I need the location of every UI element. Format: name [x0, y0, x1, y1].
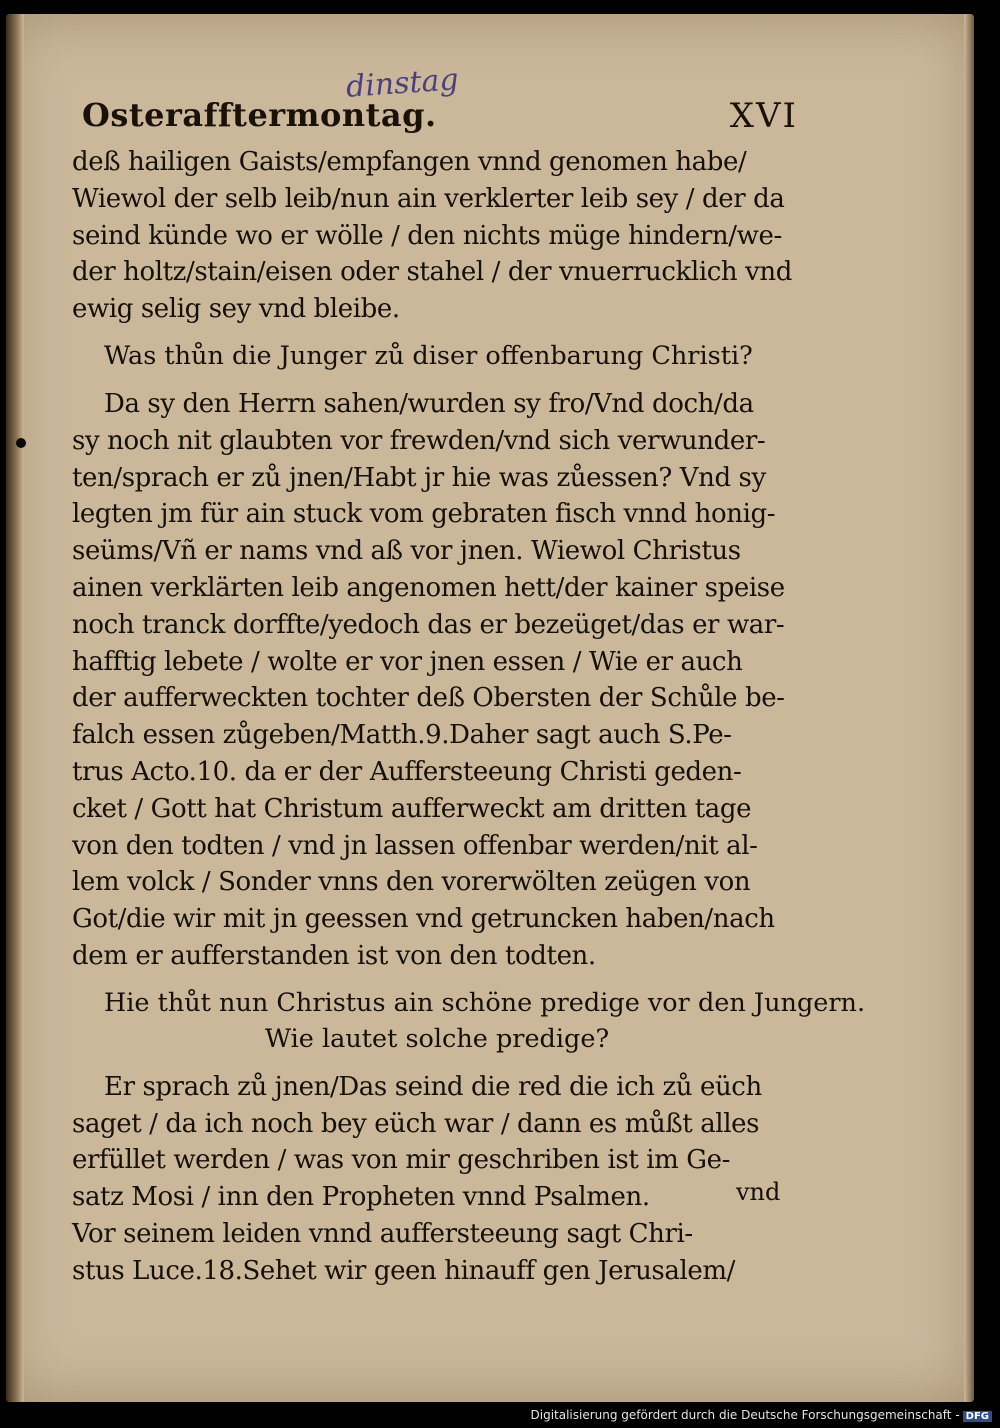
- text-line: ten/sprach er zů jnen/Habt jr hie was zůessen? Vnd sy: [72, 462, 766, 493]
- text-line: legten jm für ain stuck vom gebraten fisch vnnd honig-: [72, 499, 776, 530]
- text-line: ewig selig sey vnd bleibe.: [72, 294, 400, 325]
- text-line: satz Mosi / inn den Propheten vnnd Psalmen.: [72, 1182, 650, 1213]
- text-line: seüms/Vñ er nams vnd aß vor jnen. Wiewol Christus: [72, 536, 741, 567]
- running-head: Osterafftermontag.: [82, 96, 437, 134]
- section-heading-line: Wie lautet solche predige?: [264, 1023, 610, 1054]
- footer-text: Digitalisierung gefördert durch die Deutsche Forschungsgemeinschaft -: [530, 1408, 960, 1422]
- page-gutter: [6, 14, 24, 1402]
- text-line: deß hailigen Gaists/empfangen vnnd genomen habe/: [72, 147, 747, 177]
- ink-blot: [16, 438, 26, 448]
- text-line: ainen verklärten leib angenomen hett/der kainer speise: [72, 572, 785, 603]
- page-header: [82, 96, 798, 146]
- dfg-logo: DFG: [963, 1411, 992, 1422]
- text-line: Wiewol der selb leib/nun ain verklerter leib sey / der da: [72, 183, 785, 214]
- section-heading-line: Was thůn die Junger zů diser offenbarung Christi?: [104, 340, 753, 371]
- text-line: der holtz/stain/eisen oder stahel / der vnuerrucklich vnd: [72, 257, 792, 288]
- text-line: lem volck / Sonder vnns den vorerwölten zeügen von: [72, 867, 751, 898]
- book-page: [6, 14, 974, 1402]
- text-line: hafftig lebete / wolte er vor jnen essen / Wie er auch: [72, 646, 743, 677]
- text-line: trus Acto.10. da er der Aufferstеeung Christi geden-: [72, 756, 742, 787]
- text-line: von den todten / vnd jn lassen offenbar werden/nit al-: [72, 830, 758, 861]
- text-line: falch essen zůgeben/Matth.9.Daher sagt auch S.Pe-: [72, 720, 732, 751]
- text-block: [72, 144, 866, 1290]
- catchword: vnd: [736, 1178, 781, 1206]
- footer-credit: [531, 1408, 993, 1422]
- text-line: stus Luce.18.Sehet wir geen hinauff gen Jerusalem/: [72, 1255, 735, 1286]
- text-line: seind künde wo er wölle / den nichts müge hindern/we-: [72, 220, 782, 251]
- handwritten-annotation: dinstag: [344, 62, 460, 105]
- text-line: Er sprach zů jnen/Das seind die red die ich zů eüch: [104, 1071, 762, 1102]
- text-line: Da sy den Herrn sahen/wurden sy fro/Vnd doch/da: [104, 388, 754, 419]
- text-line: noch tranck dorffte/yedoch das er bezeüget/das er war-: [72, 609, 785, 640]
- text-line: cket / Gott hat Christum aufferweckt am dritten tage: [72, 793, 752, 824]
- text-line: dem er aufferstanden ist von den todten.: [72, 940, 596, 971]
- section-heading-line: Hie thůt nun Christus ain schöne predige vor den Jungern.: [104, 987, 866, 1018]
- text-line: saget / da ich noch bey eüch war / dann es můßt alles: [72, 1108, 760, 1139]
- text-line: sy noch nit glaubten vor frewden/vnd sich verwunder-: [72, 425, 766, 456]
- text-line: Vor seinem leiden vnnd aufferstееung sagt Chri-: [72, 1218, 693, 1249]
- text-line: der aufferweckten tochter deß Obersten der Schůle be-: [72, 683, 785, 714]
- text-line: erfüllet werden / was von mir geschriben ist im Ge-: [72, 1145, 731, 1176]
- page-edge: [964, 14, 974, 1402]
- folio-number: XVI: [729, 96, 798, 136]
- text-line: Got/die wir mit jn geessen vnd getruncken haben/nach: [72, 904, 775, 935]
